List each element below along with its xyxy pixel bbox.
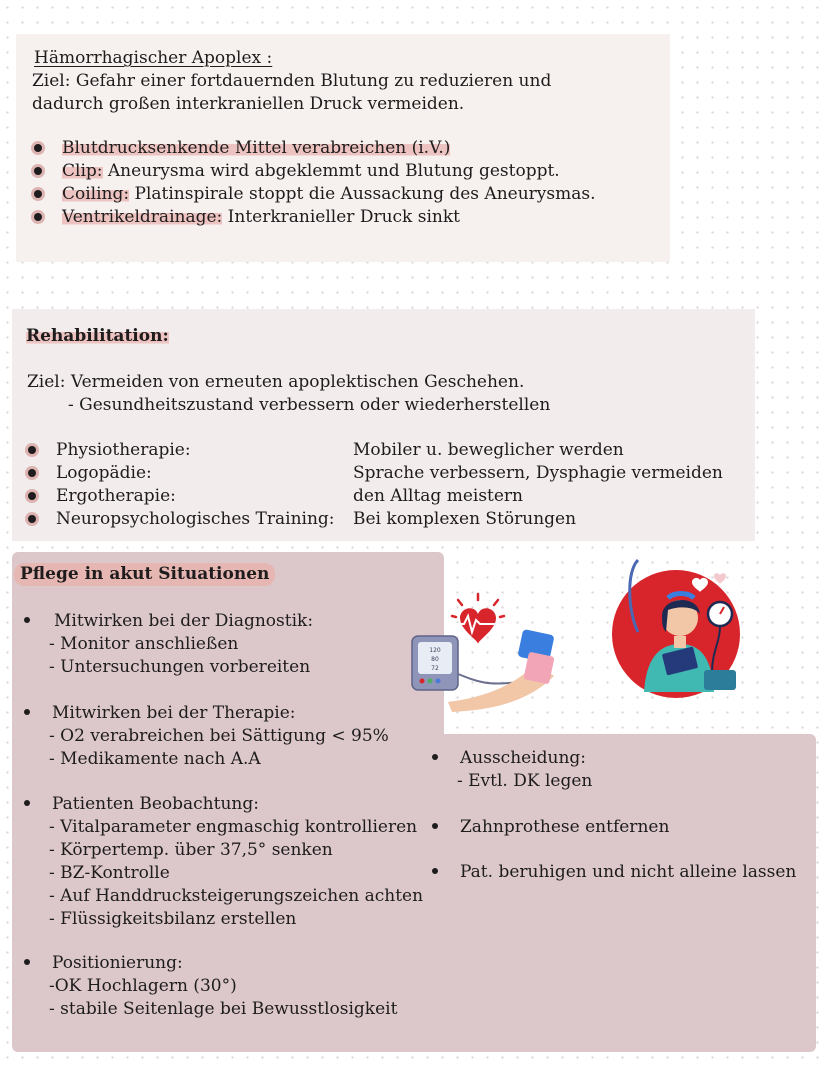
ausscheidung-item: - Evtl. DK legen (457, 771, 593, 791)
diagnostik-title: Mitwirken bei der Diagnostik: (54, 611, 314, 631)
positionierung-title: Positionierung: (52, 953, 183, 973)
ausscheidung-title: Ausscheidung: (460, 748, 587, 768)
diagnostik-item: - Monitor anschließen (49, 634, 239, 654)
apoplex-goal-line2: dadurch großen interkraniellen Druck vermeiden. (32, 94, 465, 114)
bullet-icon (34, 213, 42, 221)
bullet-icon (34, 167, 42, 175)
rehab-title: Rehabilitation: (26, 326, 169, 346)
bullet-icon (34, 144, 42, 152)
apoplex-goal-line1: Ziel: Gefahr einer fortdauernden Blutung zu reduzieren und (32, 71, 552, 91)
bullet-icon (28, 446, 36, 454)
rehab-desc: den Alltag meistern (353, 486, 524, 506)
nurse-illustration (608, 552, 758, 702)
rehab-desc: Sprache verbessern, Dysphagie vermeiden (353, 463, 723, 483)
zahnprothese-text: Zahnprothese entfernen (460, 817, 670, 837)
beobachtung-item: - Körpertemp. über 37,5° senken (49, 840, 333, 860)
beobachtung-item: - Flüssigkeitsbilanz erstellen (49, 909, 297, 929)
bp-monitor-icon (412, 636, 458, 690)
rehab-desc: Bei komplexen Störungen (353, 509, 577, 529)
monitor-reading-pulse: 72 (431, 665, 439, 672)
bullet-icon (28, 492, 36, 500)
bullet-icon (432, 868, 438, 874)
blood-pressure-illustration (408, 590, 583, 715)
rehab-term: Physiotherapie: (56, 440, 191, 460)
therapie-item: - O2 verabreichen bei Sättigung < 95% (49, 726, 389, 746)
rehab-desc: Mobiler u. beweglicher werden (353, 440, 624, 460)
apoplex-title: Hämorrhagischer Apoplex : (34, 48, 273, 68)
bullet-icon (24, 800, 30, 806)
rehab-term: Logopädie: (56, 463, 152, 483)
bullet-icon (432, 754, 438, 760)
rehab-goal-line2: - Gesundheitszustand verbessern oder wiederherstellen (68, 395, 551, 415)
list-item: Clip: Aneurysma wird abgeklemmt und Blutung gestoppt. (62, 161, 560, 181)
monitor-reading-sys: 120 (429, 647, 441, 654)
beobachtung-title: Patienten Beobachtung: (52, 794, 259, 814)
monitor-reading-dia: 80 (431, 656, 439, 663)
beobachtung-item: - Auf Handdrucksteigerungszeichen achten (49, 886, 424, 906)
heart-icon (452, 594, 504, 644)
bullet-icon (28, 469, 36, 477)
beobachtung-item: - Vitalparameter engmaschig kontrollieren (49, 817, 418, 837)
bullet-icon (34, 190, 42, 198)
pflege-title: Pflege in akut Situationen (14, 563, 275, 586)
diagnostik-item: - Untersuchungen vorbereiten (49, 657, 311, 677)
therapie-item: - Medikamente nach A.A (49, 749, 261, 769)
list-item: Blutdrucksenkende Mittel verabreichen (i.V.) (62, 138, 451, 158)
rehab-term: Ergotherapie: (56, 486, 176, 506)
beobachtung-item: - BZ-Kontrolle (49, 863, 170, 883)
bullet-icon (24, 709, 30, 715)
positionierung-item: - stabile Seitenlage bei Bewusstlosigkeit (49, 999, 398, 1019)
rehab-goal-line1: Ziel: Vermeiden von erneuten apoplektischen Geschehen. (27, 372, 525, 392)
bullet-icon (24, 617, 30, 623)
bullet-icon (24, 959, 30, 965)
bullet-icon (432, 823, 438, 829)
bullet-icon (28, 515, 36, 523)
list-item: Coiling: Platinspirale stoppt die Aussackung des Aneurysmas. (62, 184, 596, 204)
therapie-title: Mitwirken bei der Therapie: (52, 703, 296, 723)
positionierung-item: -OK Hochlagern (30°) (49, 976, 237, 996)
beruhigen-text: Pat. beruhigen und nicht alleine lassen (460, 862, 797, 882)
arm-icon (448, 629, 555, 712)
list-item: Ventrikeldrainage: Interkranieller Druck sinkt (62, 207, 460, 227)
rehab-term: Neuropsychologisches Training: (56, 509, 335, 529)
